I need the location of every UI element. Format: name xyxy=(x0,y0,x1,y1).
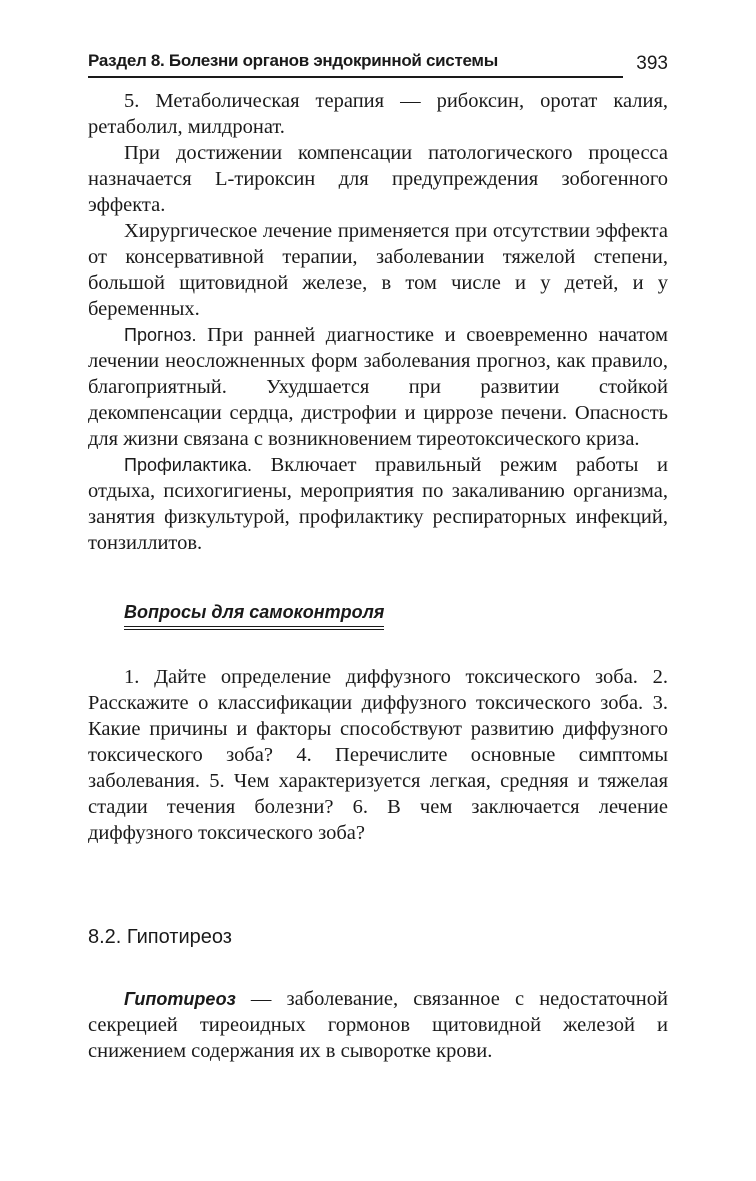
definition-text: — заболевание, связанное с недостаточной секрецией тиреоидных гормонов щитовидной железой и снижением содержания их в сыворотке крови. xyxy=(88,988,668,1062)
prevention-lead: Профилактика. xyxy=(124,455,252,475)
paragraph-l-thyroxine: При достижении компенсации патологического процесса назначается L-тироксин для предупреждения зобогенного эффекта. xyxy=(88,142,668,216)
self-control-section xyxy=(88,600,668,846)
page-content xyxy=(88,88,668,1064)
prognosis-text: При ранней диагностике и своевременно начатом лечении неосложненных форм заболевания прогноз, как правило, благоприятный. Ухудшается при развитии стойкой декомпенсации сердца, дистрофии и циррозе печени. Опасность для жизни связана с возникновением тиреотоксического криза. xyxy=(88,324,668,450)
page-number: 393 xyxy=(636,53,668,74)
running-title: Раздел 8. Болезни органов эндокринной системы xyxy=(88,51,498,70)
self-control-questions: 1. Дайте определение диффузного токсического зоба. 2. Расскажите о классификации диффузного токсического зоба. 3. Какие причины и факторы способствуют развитию диффузного токсического зоба? 4. Перечислите основные симптомы заболевания. 5. Чем характеризуется легкая, средняя и тяжелая стадии течения болезни? 6. В чем заключается лечение диффузного токсического зоба? xyxy=(88,666,668,844)
paragraph-prevention xyxy=(88,452,668,556)
paragraph-metabolic-therapy: 5. Метаболическая терапия — рибоксин, оротат калия, ретаболил, милдронат. xyxy=(88,90,668,138)
page-header xyxy=(88,50,668,80)
definition-term: Гипотиреоз xyxy=(124,989,236,1009)
paragraph-prognosis xyxy=(88,322,668,452)
subsection-heading: 8.2. Гипотиреоз xyxy=(88,926,232,948)
self-control-heading: Вопросы для самоконтроля xyxy=(124,600,384,630)
prevention-text: Включает правильный режим работы и отдыха, психогигиены, мероприятия по закаливанию организма, занятия физкультурой, профилактику респираторных инфекций, тонзиллитов. xyxy=(88,454,668,554)
prognosis-lead: Прогноз. xyxy=(124,325,197,345)
hypothyroidism-definition xyxy=(88,986,668,1064)
header-rule xyxy=(88,76,623,78)
paragraph-surgical-treatment: Хирургическое лечение применяется при отсутствии эффекта от консервативной терапии, заболевании тяжелой степени, большой щитовидной железе, в том числе и у детей, и у беременных. xyxy=(88,220,668,320)
